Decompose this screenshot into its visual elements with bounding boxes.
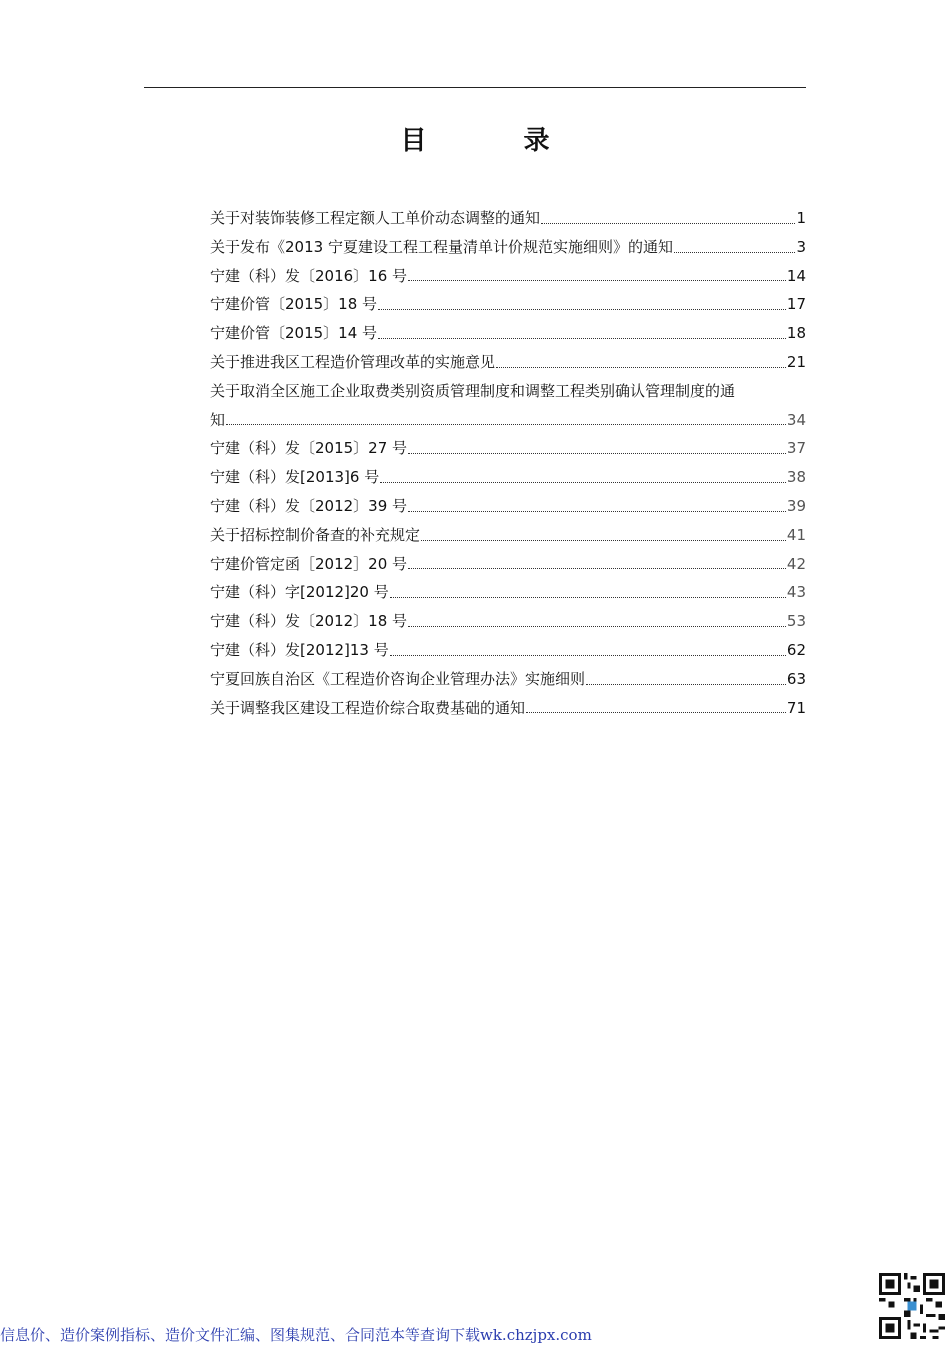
dot-leader	[408, 568, 786, 569]
toc-entry-line	[210, 377, 806, 406]
toc-entry-16[interactable]	[210, 665, 806, 694]
toc-entry-page: 17	[786, 295, 806, 314]
dot-leader	[390, 655, 786, 656]
toc-entry-17[interactable]	[210, 694, 806, 723]
toc-entry-label: 关于对装饰装修工程定额人工单价动态调整的通知	[210, 209, 541, 227]
toc-entry-label: 宁建（科）发[2013]6 号	[210, 468, 380, 487]
header-rule	[144, 87, 806, 88]
dot-leader	[378, 338, 786, 339]
toc-entry-label: 关于调整我区建设工程造价综合取费基础的通知	[210, 698, 526, 717]
toc-entry-page: 37	[786, 439, 806, 458]
toc-entry-3[interactable]	[210, 262, 806, 291]
toc-entry-2[interactable]	[210, 233, 806, 262]
toc-entry-7[interactable]	[210, 377, 806, 435]
toc-entry-label: 宁建价管〔2015〕18 号	[210, 295, 378, 314]
toc-entry-label: 宁建（科）发〔2016〕16 号	[210, 266, 408, 285]
toc-entry-5[interactable]	[210, 319, 806, 348]
toc-entry-page: 53	[786, 612, 806, 631]
toc-entry-label: 宁建（科）发[2012]13 号	[210, 640, 389, 659]
toc-entry-label: 宁建（科）字[2012]20 号	[210, 583, 389, 602]
dot-leader	[586, 684, 786, 685]
toc-entry-label: 宁建（科）发〔2012〕39 号	[210, 496, 408, 515]
toc-entry-9[interactable]	[210, 463, 806, 492]
toc-entry-14[interactable]	[210, 607, 806, 636]
toc-entry-page: 41	[786, 525, 806, 544]
dot-leader	[390, 597, 786, 598]
toc-entry-page: 21	[786, 352, 806, 371]
page-title: 目 录	[400, 126, 594, 156]
toc-entry-page: 71	[786, 698, 806, 717]
toc-entry-label: 关于推进我区工程造价管理改革的实施意见	[210, 352, 496, 371]
table-of-contents	[210, 204, 806, 722]
toc-entry-page: 18	[786, 324, 806, 343]
toc-entry-label: 宁建价管〔2015〕14 号	[210, 324, 378, 343]
toc-entry-label: 关于取消全区施工企业取费类别资质管理制度和调整工程类别确认管理制度的通	[210, 381, 736, 400]
toc-entry-line	[210, 406, 806, 435]
toc-entry-page: 43	[786, 583, 806, 602]
dot-leader	[408, 511, 786, 512]
toc-entry-page: 1	[796, 209, 806, 227]
dot-leader	[408, 280, 786, 281]
dot-leader	[380, 482, 786, 483]
toc-entry-12[interactable]	[210, 550, 806, 579]
toc-entry-8[interactable]	[210, 434, 806, 463]
toc-entry-label: 宁建价管定函［2012］20 号	[210, 554, 408, 573]
toc-entry-page: 62	[786, 640, 806, 659]
dot-leader	[226, 424, 786, 425]
toc-entry-page: 42	[786, 554, 806, 573]
toc-entry-6[interactable]	[210, 348, 806, 377]
toc-entry-label: 宁建（科）发〔2012〕18 号	[210, 612, 408, 631]
toc-entry-label: 关于招标控制价备查的补充规定	[210, 525, 421, 544]
qr-code-icon	[879, 1273, 945, 1339]
toc-entry-10[interactable]	[210, 492, 806, 521]
dot-leader	[541, 223, 795, 224]
toc-entry-page: 34	[786, 410, 806, 429]
toc-entry-label: 关于发布《2013 宁夏建设工程工程量清单计价规范实施细则》的通知	[210, 237, 673, 256]
dot-leader	[526, 712, 786, 713]
toc-entry-13[interactable]	[210, 578, 806, 607]
footer-watermark-text[interactable]: 信息价、造价案例指标、造价文件汇编、图集规范、合同范本等查询下载wk.chzjpx.com	[0, 1326, 592, 1344]
toc-entry-11[interactable]	[210, 521, 806, 550]
toc-entry-label: 宁夏回族自治区《工程造价咨询企业管理办法》实施细则	[210, 669, 586, 688]
toc-entry-15[interactable]	[210, 636, 806, 665]
toc-entry-page: 3	[796, 237, 806, 256]
toc-entry-1[interactable]	[210, 204, 806, 233]
toc-entry-label: 宁建（科）发〔2015〕27 号	[210, 439, 408, 458]
toc-entry-4[interactable]	[210, 290, 806, 319]
toc-entry-label-continued: 知	[210, 410, 226, 429]
dot-leader	[408, 453, 786, 454]
dot-leader	[378, 309, 786, 310]
dot-leader	[408, 626, 786, 627]
toc-entry-page: 14	[786, 266, 806, 285]
toc-entry-page: 38	[786, 468, 806, 487]
toc-entry-page: 63	[786, 669, 806, 688]
toc-entry-page: 39	[786, 496, 806, 515]
dot-leader	[496, 367, 786, 368]
dot-leader	[674, 252, 796, 253]
dot-leader	[421, 540, 786, 541]
